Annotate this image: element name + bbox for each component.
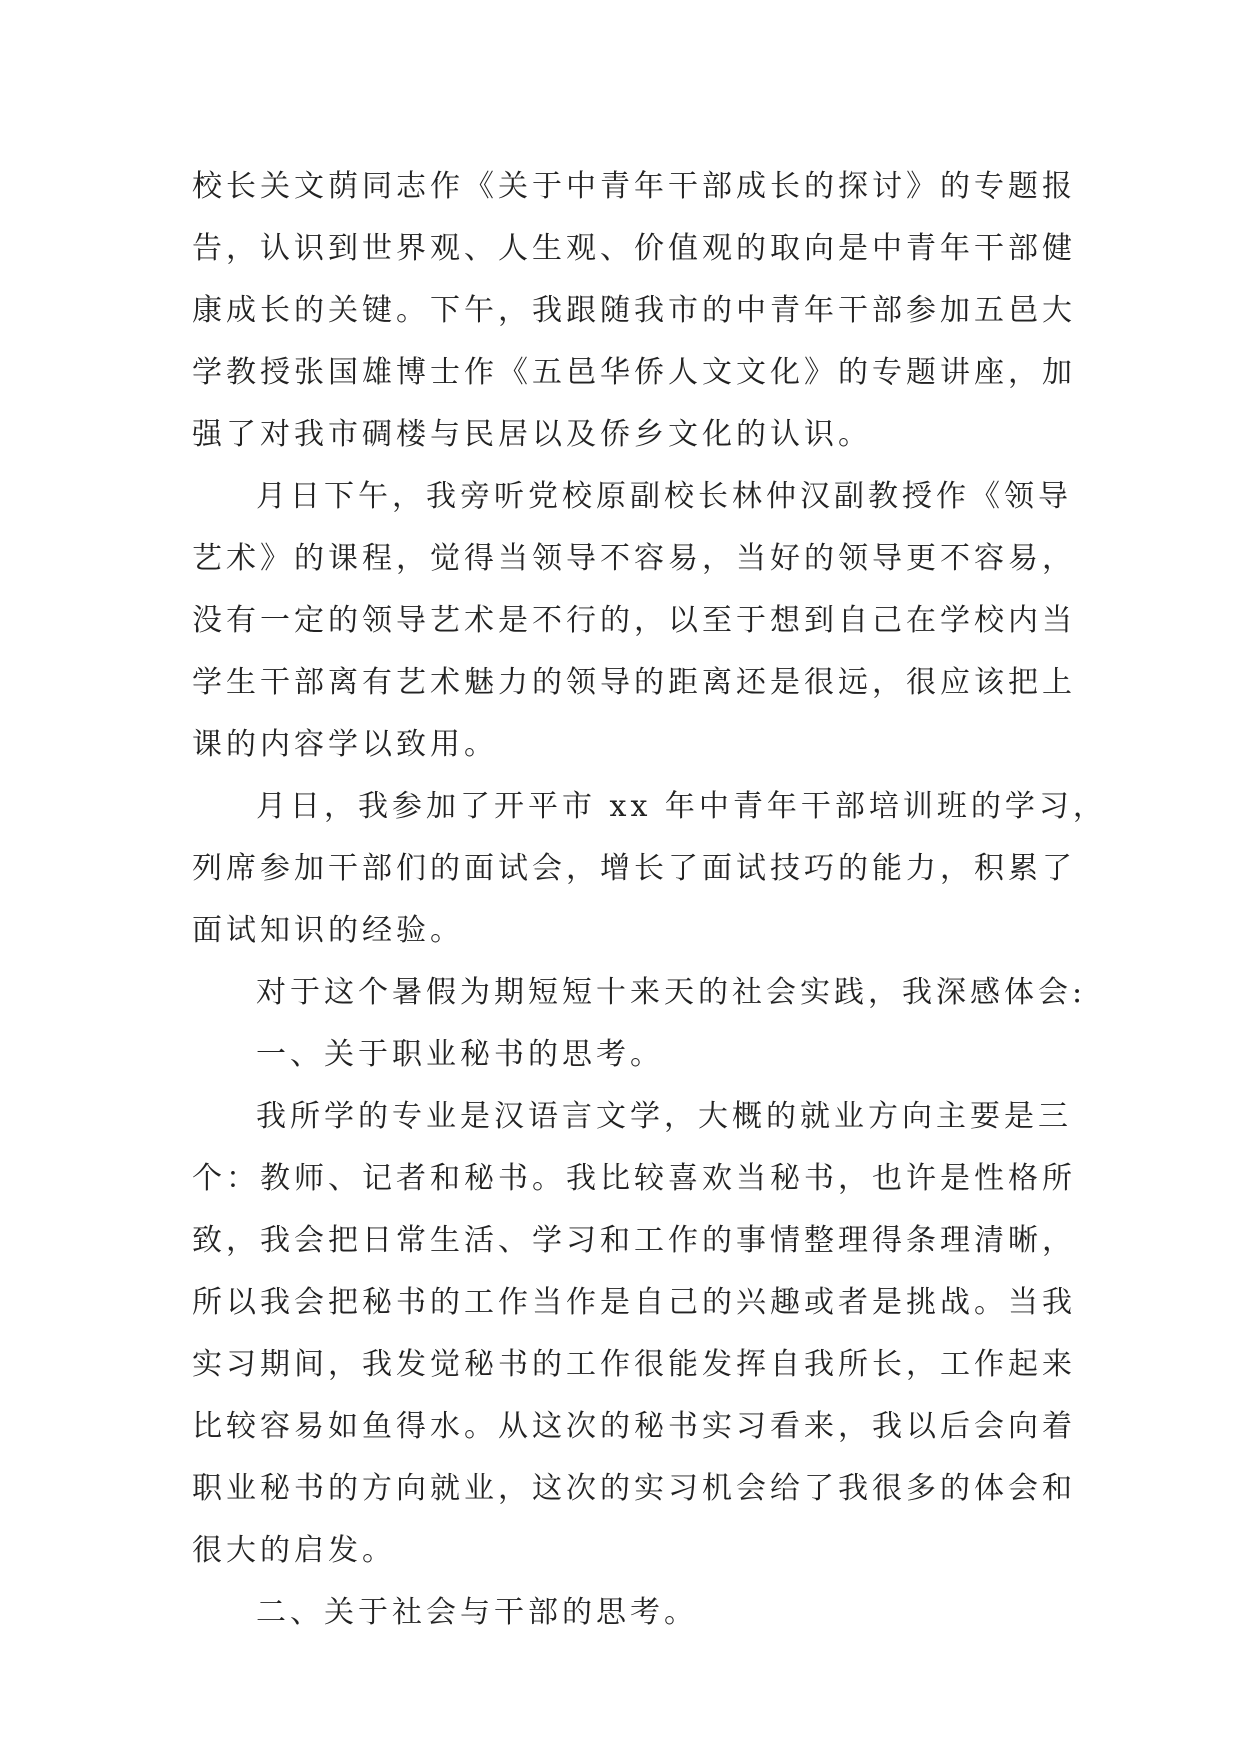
paragraph-first-line: 我所学的专业是汉语言文学，大概的就业方向主要是三 <box>256 1099 1072 1134</box>
text-line: 没有一定的领导艺术是不行的，以至于想到自己在学校内当 <box>192 603 1076 638</box>
document-body <box>192 156 1107 1644</box>
text-line: 学教授张国雄博士作《五邑华侨人文文化》的专题讲座，加 <box>192 355 1076 390</box>
text-line: 致，我会把日常生活、学习和工作的事情整理得条理清晰， <box>192 1223 1076 1258</box>
paragraph-first-line: 对于这个暑假为期短短十来天的社会实践，我深感体会: <box>256 975 1087 1010</box>
text-line: 职业秘书的方向就业，这次的实习机会给了我很多的体会和 <box>192 1471 1076 1506</box>
section-heading: 二、关于社会与干部的思考。 <box>256 1595 698 1630</box>
text-line: 校长关文荫同志作《关于中青年干部成长的探讨》的专题报 <box>192 169 1076 204</box>
paragraph-first-line: 月日，我参加了开平市 xx 年中青年干部培训班的学习， <box>256 789 1107 824</box>
text-line: 很大的启发。 <box>192 1533 396 1568</box>
text-line: 学生干部离有艺术魅力的领导的距离还是很远，很应该把上 <box>192 665 1076 700</box>
text-line: 强了对我市碉楼与民居以及侨乡文化的认识。 <box>192 417 872 452</box>
paragraph-first-line: 月日下午，我旁听党校原副校长林仲汉副教授作《领导 <box>256 479 1072 514</box>
text-line: 告，认识到世界观、人生观、价值观的取向是中青年干部健 <box>192 231 1076 266</box>
section-heading: 一、关于职业秘书的思考。 <box>256 1037 664 1072</box>
text-line: 实习期间，我发觉秘书的工作很能发挥自我所长，工作起来 <box>192 1347 1076 1382</box>
text-line: 列席参加干部们的面试会，增长了面试技巧的能力，积累了 <box>192 851 1076 886</box>
text-line: 所以我会把秘书的工作当作是自己的兴趣或者是挑战。当我 <box>192 1285 1076 1320</box>
text-line: 个：教师、记者和秘书。我比较喜欢当秘书，也许是性格所 <box>192 1161 1076 1196</box>
text-line: 康成长的关键。下午，我跟随我市的中青年干部参加五邑大 <box>192 293 1076 328</box>
text-line: 艺术》的课程，觉得当领导不容易，当好的领导更不容易， <box>192 541 1076 576</box>
text-line: 比较容易如鱼得水。从这次的秘书实习看来，我以后会向着 <box>192 1409 1076 1444</box>
text-line: 面试知识的经验。 <box>192 913 464 948</box>
text-line: 课的内容学以致用。 <box>192 727 498 762</box>
